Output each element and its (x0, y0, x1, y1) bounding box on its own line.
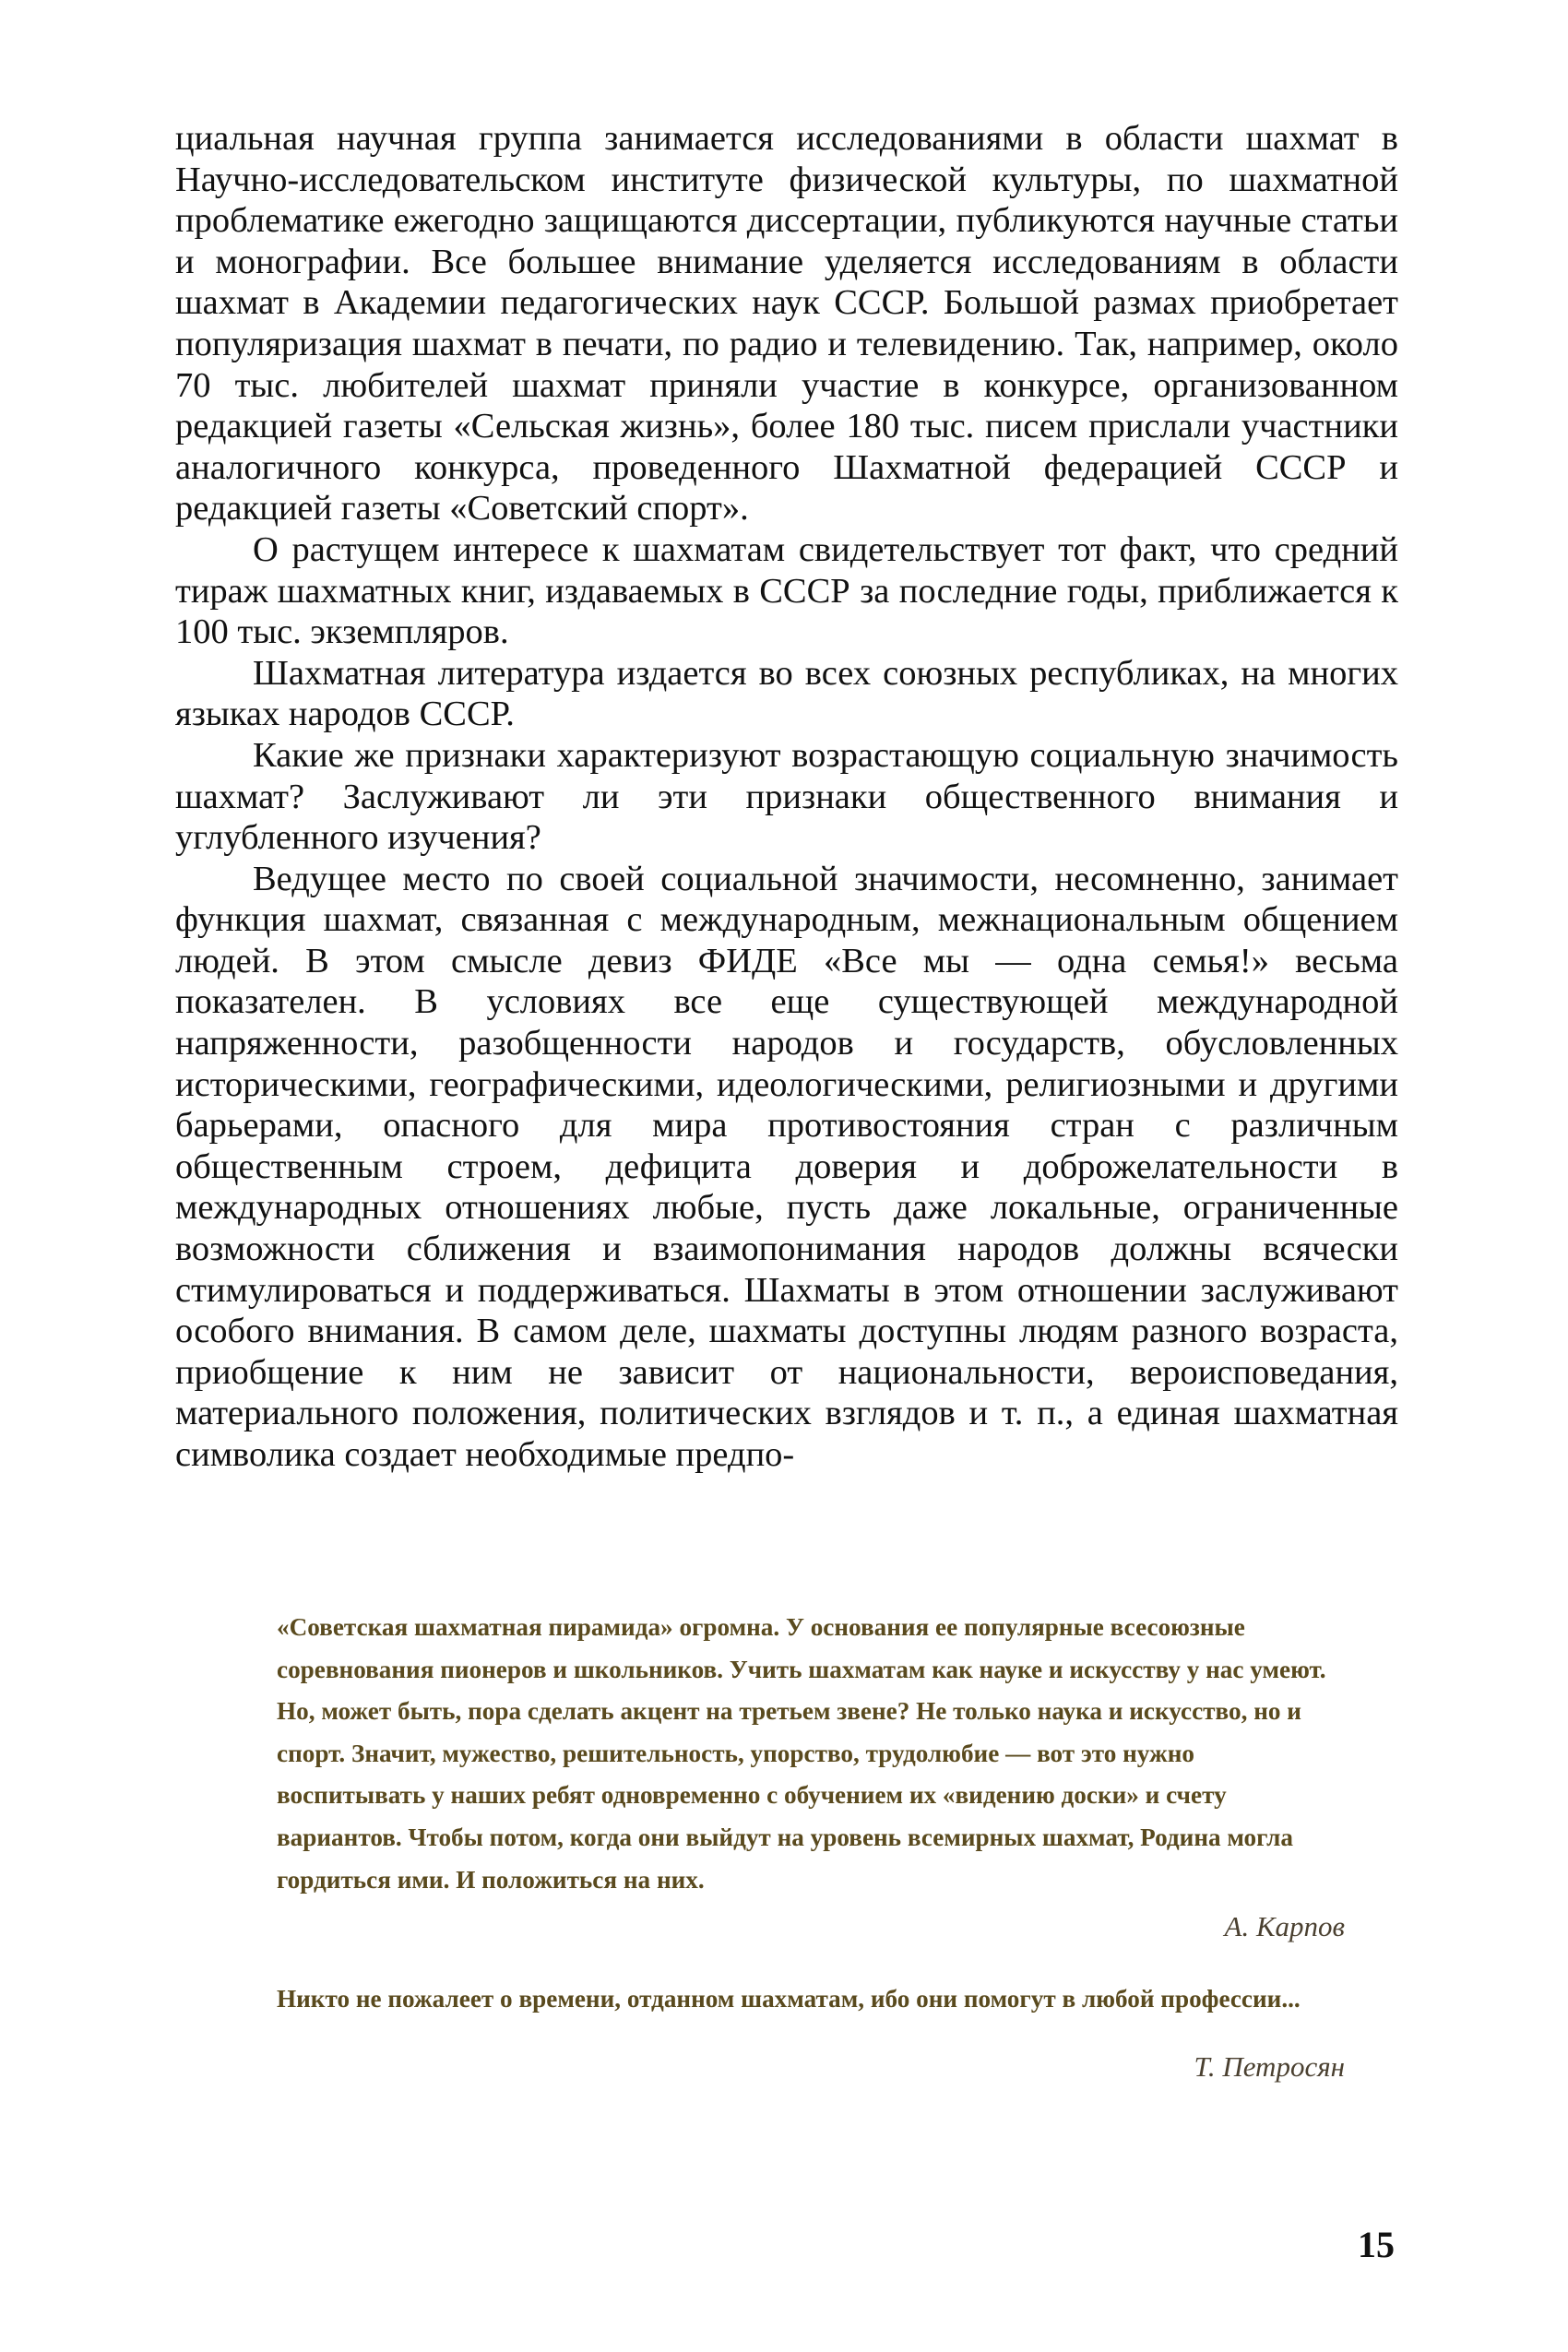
epigraph-quotes (277, 1607, 1347, 2087)
quote-petrosyan-text: Никто не пожалеет о времени, отданном шахматам, ибо они помогут в любой профессии... (277, 1985, 1301, 2013)
paragraph-1: циальная научная группа занимается исследованиями в области шахмат в Научно-исследовательском институте физической культуры, по шахматной проблематике ежегодно защищаются диссертации, публикуются научные статьи и монографии. Все большее внимание уделяется исследованиям в области шахмат в Академии педагогических наук СССР. Большой размах приобретает популяризация шахмат в печати, по радио и телевидению. Так, например, около 70 тыс. любителей шахмат приняли участие в конкурсе, организованном редакцией газеты «Сельская жизнь», более 180 тыс. писем прислали участники аналогичного конкурса, проведенного Шахматной федерацией СССР и редакцией газеты «Советский спорт». (175, 119, 1398, 529)
quote-karpov-author: А. Карпов (1224, 1910, 1345, 1943)
quote-karpov-text: «Советская шахматная пирамида» огромна. У основания ее популярные всесоюзные соревнования пионеров и школьников. Учить шахматам как науке и искусству у нас умеют. Но, может быть, пора сделать акцент на третьем звене? Не только наука и искусство, но и спорт. Значит, мужество, решительность, упорство, трудолюбие — вот это нужно воспитывать у наших ребят одновременно с обучением их «видению доски» и счету вариантов. Чтобы потом, когда они выйдут на уровень всемирных шахмат, Родина могла гордиться ими. И положиться на них. (277, 1613, 1326, 1894)
paragraph-4: Какие же признаки характеризуют возрастающую социальную значимость шахмат? Заслуживают ли эти признаки общественного внимания и углубленного изучения? (175, 735, 1398, 858)
paragraph-3: Шахматная литература издается во всех союзных республиках, на многих языках народов СССР. (175, 653, 1398, 734)
main-text (175, 118, 1398, 1476)
paragraph-2: О растущем интересе к шахматам свидетельствует тот факт, что средний тираж шахматных книг, издаваемых в СССР за последние годы, приближается к 100 тыс. экземпляров. (175, 529, 1398, 652)
paragraph-5: Ведущее место по своей социальной значимости, несомненно, занимает функция шахмат, связанная с международным, межнациональным общением людей. В этом смысле девиз ФИДЕ «Все мы — одна семья!» весьма показателен. В условиях все еще существующей международной напряженности, разобщенности народов и государств, обусловленных историческими, географическими, идеологическими, религиозными и другими барьерами, опасного для мира противостояния стран с различным общественным строем, дефицита доверия и доброжелательности в международных отношениях любые, пусть даже локальные, ограниченные возможности сближения и взаимопонимания народов должны всячески стимулироваться и поддерживаться. Шахматы в этом отношении заслуживают особого внимания. В самом деле, шахматы доступны людям разного возраста, приобщение к ним не зависит от национальности, вероисповедания, материального положения, политических взглядов и т. п., а единая шахматная символика создает необходимые предпо- (175, 859, 1398, 1474)
page-number: 15 (1358, 2224, 1395, 2265)
quote-petrosyan-author: Т. Петросян (1194, 2049, 1345, 2083)
